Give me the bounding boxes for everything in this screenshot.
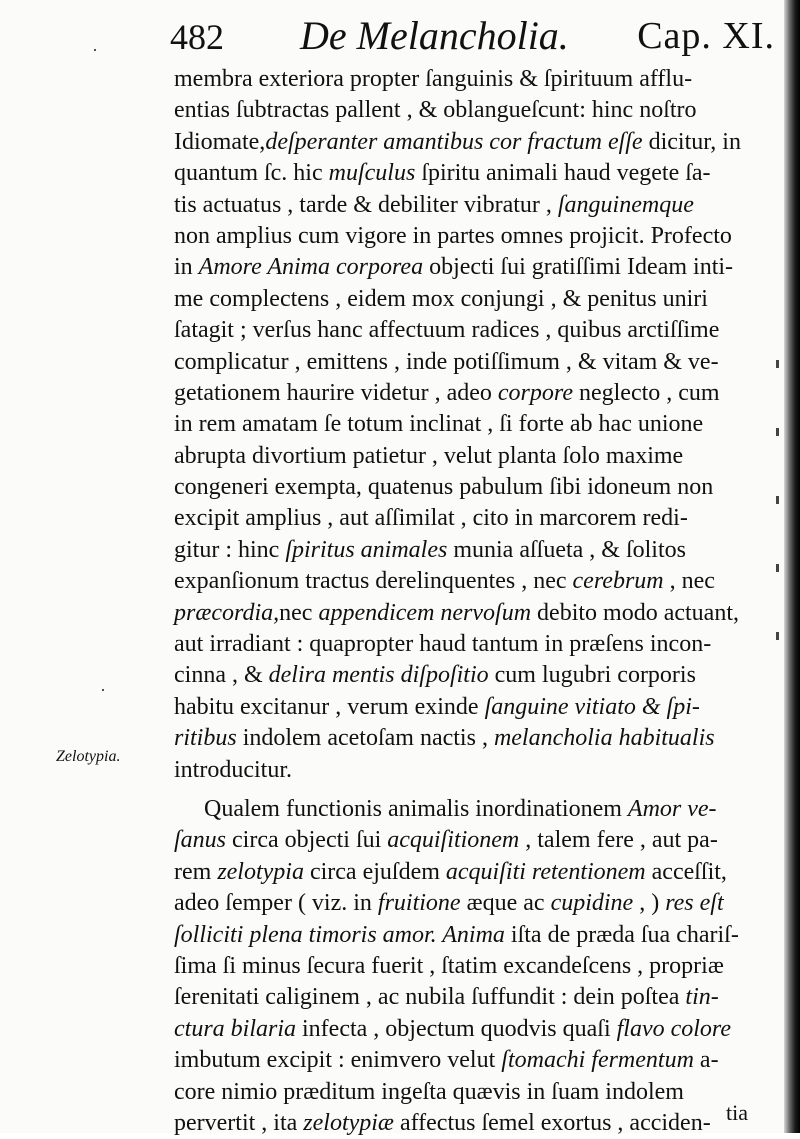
italic-segment: præcordia,	[174, 599, 280, 626]
text-line	[174, 660, 750, 691]
italic-segment: zelotypia	[217, 858, 304, 885]
text-segment: getationem haurire videtur , adeo	[174, 379, 498, 406]
body-text	[174, 64, 750, 1139]
text-segment: ſima ſi minus ſecura fuerit , ſtatim excandeſcens , propriæ	[174, 952, 724, 979]
text-segment: circa objecti ſui	[226, 827, 388, 854]
text-segment: objecti ſui gratiſſimi Ideam inti-	[423, 254, 734, 281]
text-segment: , nec	[663, 568, 715, 595]
text-segment: munia aſſueta , & ſolitos	[447, 536, 686, 563]
text-segment: habitu excitanur , verum exinde	[174, 693, 485, 720]
italic-segment: ctura bilaria	[174, 1015, 297, 1042]
catchword: tia	[726, 1100, 748, 1125]
text-segment: expanſionum tractus derelinquentes , nec	[174, 568, 573, 595]
text-line	[174, 723, 750, 754]
italic-segment: res eſt	[665, 890, 724, 917]
italic-segment: ritibus	[174, 725, 237, 752]
text-segment: gitur : hinc	[174, 536, 286, 563]
italic-segment: tin-	[685, 984, 719, 1011]
text-segment: , )	[633, 890, 666, 917]
italic-segment: flavo colore	[616, 1015, 732, 1042]
text-line	[174, 1045, 750, 1076]
text-line	[174, 566, 750, 597]
text-line	[174, 794, 750, 825]
text-segment: affectus ſemel exortus , acciden-	[393, 1109, 711, 1136]
text-segment: quantum ſc. hic	[174, 160, 329, 187]
italic-segment: ſolliciti plena timoris amor. Anima	[174, 921, 505, 948]
text-segment: cum lugubri corporis	[488, 662, 696, 689]
running-title: De Melancholia.	[300, 13, 569, 58]
italic-segment: deſperanter amantibus cor fractum eſſe	[265, 128, 643, 155]
text-line	[174, 472, 750, 503]
text-segment: circa ejuſdem	[303, 858, 446, 885]
text-segment: rem	[174, 858, 218, 885]
italic-segment: zelotypiæ	[303, 1109, 394, 1136]
text-line	[174, 95, 750, 126]
text-segment: adeo ſemper ( viz. in	[174, 890, 378, 917]
stray-mark: ·	[92, 40, 98, 60]
binding-marks	[772, 300, 784, 1000]
text-segment: imbutum excipit : enimvero velut	[174, 1047, 502, 1074]
italic-segment: cupidine	[550, 890, 634, 917]
text-segment: abrupta divortium patietur , velut planta ſolo maxime	[174, 442, 684, 469]
text-line	[174, 221, 750, 252]
text-segment: iſta de præda ſua chariſ-	[504, 921, 739, 948]
text-segment: cinna , &	[174, 662, 269, 689]
paragraph-1	[174, 64, 750, 786]
text-segment: aut irradiant : quapropter haud tantum in præſens incon-	[174, 631, 712, 658]
italic-segment: muſculus	[328, 160, 416, 187]
text-segment: Idiomate,	[174, 128, 266, 155]
text-segment: entias ſubtractas pallent , & oblangueſcunt: hinc noſtro	[174, 97, 697, 124]
text-segment: dicitur, in	[642, 128, 741, 155]
text-line	[174, 127, 750, 158]
text-segment: ſerenitati caliginem , ac nubila ſuffundit : dein poſtea	[174, 984, 686, 1011]
margin-note: Zelotypia.	[56, 748, 121, 765]
text-line	[174, 535, 750, 566]
italic-segment: appendicem nervoſum	[318, 599, 532, 626]
text-line	[174, 629, 750, 660]
text-segment: nec	[279, 599, 319, 626]
text-segment: pervertit , ita	[174, 1109, 304, 1136]
text-segment: ſpiritu animali haud vegete ſa-	[415, 160, 711, 187]
text-segment: non amplius cum vigore in partes omnes projicit. Profecto	[174, 222, 732, 249]
italic-segment: delira mentis diſpoſitio	[268, 662, 489, 689]
text-segment: infecta , objectum quodvis quaſi	[296, 1015, 617, 1042]
text-line	[174, 315, 750, 346]
text-segment: congeneri exempta, quatenus pabulum ſibi idoneum non	[174, 474, 714, 501]
stray-mark: ·	[100, 680, 106, 700]
italic-segment: fruitione	[377, 890, 461, 917]
text-line	[174, 888, 750, 919]
text-line	[174, 825, 750, 856]
text-line	[174, 1108, 750, 1139]
text-line	[174, 857, 750, 888]
paragraph-2	[174, 794, 750, 1139]
text-segment: , talem fere , aut pa-	[519, 827, 718, 854]
text-line	[174, 1077, 750, 1108]
text-segment: a-	[693, 1047, 719, 1074]
italic-segment: ſtomachi fermentum	[501, 1047, 694, 1074]
italic-segment: ſanguine vitiato & ſpi-	[484, 693, 700, 720]
text-segment: in rem amatam ſe totum inclinat , ſi forte ab hac unione	[174, 411, 704, 438]
text-line	[174, 409, 750, 440]
text-segment: ſatagit ; verſus hanc affectuum radices , quibus arctiſſime	[174, 317, 720, 344]
text-line	[174, 441, 750, 472]
text-segment: indolem acetoſam nactis ,	[236, 725, 494, 752]
italic-segment: cerebrum	[572, 568, 664, 595]
text-segment: Qualem functionis animalis inordinationem	[204, 795, 628, 822]
text-segment: membra exteriora propter ſanguinis & ſpirituum afflu-	[174, 66, 693, 92]
text-line	[174, 598, 750, 629]
text-segment: in	[174, 254, 199, 281]
text-line	[174, 64, 750, 95]
text-line	[174, 378, 750, 409]
chapter-heading: Cap. XI.	[637, 15, 775, 57]
text-line	[174, 692, 750, 723]
text-line	[174, 503, 750, 534]
text-line	[174, 951, 750, 982]
text-line	[174, 1014, 750, 1045]
italic-segment: ſanguinemque	[557, 191, 694, 218]
page-edge-shadow	[784, 0, 800, 1133]
text-line	[174, 252, 750, 283]
italic-segment: Amore Anima corporea	[198, 254, 424, 281]
text-segment: complicatur , emittens , inde potiſſimum , & vitam & ve-	[174, 348, 719, 375]
text-segment: debito modo actuant,	[531, 599, 739, 626]
text-segment: excipit amplius , aut aſſimilat , cito in marcorem redi-	[174, 505, 688, 532]
text-segment: æque ac	[460, 890, 551, 917]
text-line	[174, 284, 750, 315]
text-segment: me complectens , eidem mox conjungi , & penitus uniri	[174, 285, 708, 312]
text-line	[174, 982, 750, 1013]
text-segment: acceſſit,	[645, 858, 727, 885]
italic-segment: ſpiritus animales	[285, 536, 448, 563]
text-line	[174, 920, 750, 951]
text-segment: tis actuatus , tarde & debiliter vibratur ,	[174, 191, 558, 218]
text-segment: core nimio præditum ingeſta quævis in ſuam indolem	[174, 1078, 684, 1105]
italic-segment: Amor ve-	[627, 795, 717, 822]
text-segment: introducitur.	[174, 756, 292, 783]
italic-segment: melancholia habitualis	[493, 725, 715, 752]
text-line	[174, 190, 750, 221]
text-line	[174, 347, 750, 378]
italic-segment: corpore	[497, 379, 573, 406]
text-line	[174, 158, 750, 189]
page-number: 482	[170, 17, 224, 57]
text-line	[174, 755, 750, 786]
text-segment: neglecto , cum	[572, 379, 720, 406]
italic-segment: ſanus	[174, 827, 227, 854]
page-header	[170, 10, 775, 62]
italic-segment: acquiſiti retentionem	[445, 858, 646, 885]
italic-segment: acquiſitionem	[387, 827, 520, 854]
